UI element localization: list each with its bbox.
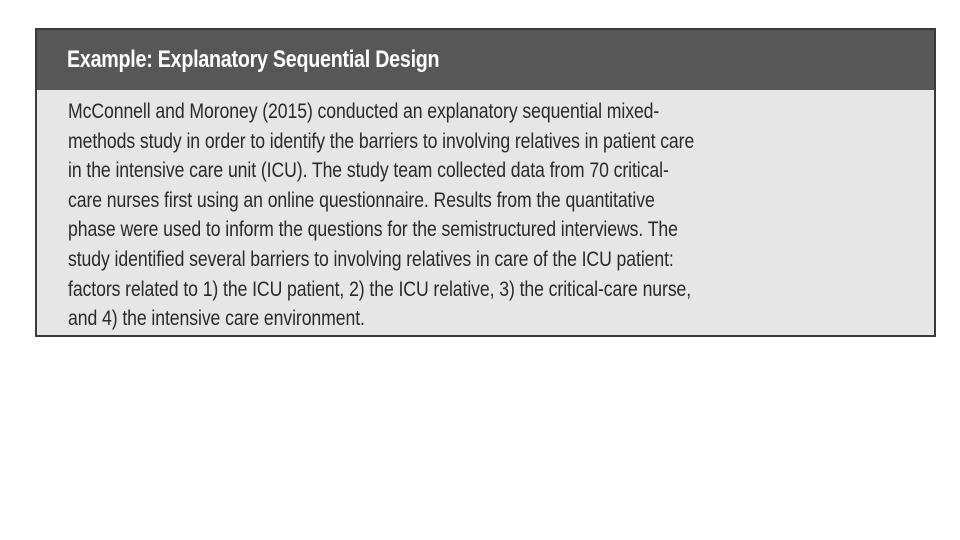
paragraph-line: study identified several barriers to involving relatives in care of the ICU patient: bbox=[68, 247, 674, 271]
paragraph-line: factors related to 1) the ICU patient, 2) the ICU relative, 3) the critical-care nurse, bbox=[68, 277, 692, 301]
paragraph-line: care nurses first using an online questionnaire. Results from the quantitative bbox=[68, 188, 655, 212]
paragraph-line: methods study in order to identify the barriers to involving relatives in patient care bbox=[68, 129, 695, 153]
paragraph-line: in the intensive care unit (ICU). The study team collected data from 70 critical- bbox=[68, 159, 669, 183]
paragraph-line: and 4) the intensive care environment. bbox=[68, 307, 365, 331]
paragraph-line: McConnell and Moroney (2015) conducted an explanatory sequential mixed- bbox=[68, 100, 660, 123]
example-header bbox=[37, 30, 934, 90]
example-body bbox=[37, 90, 934, 334]
paragraph-line: phase were used to inform the questions for the semistructured interviews. The bbox=[68, 218, 678, 242]
example-title: Example: Explanatory Sequential Design bbox=[67, 46, 440, 73]
example-paragraph bbox=[68, 97, 916, 334]
example-callout-box bbox=[35, 28, 936, 337]
